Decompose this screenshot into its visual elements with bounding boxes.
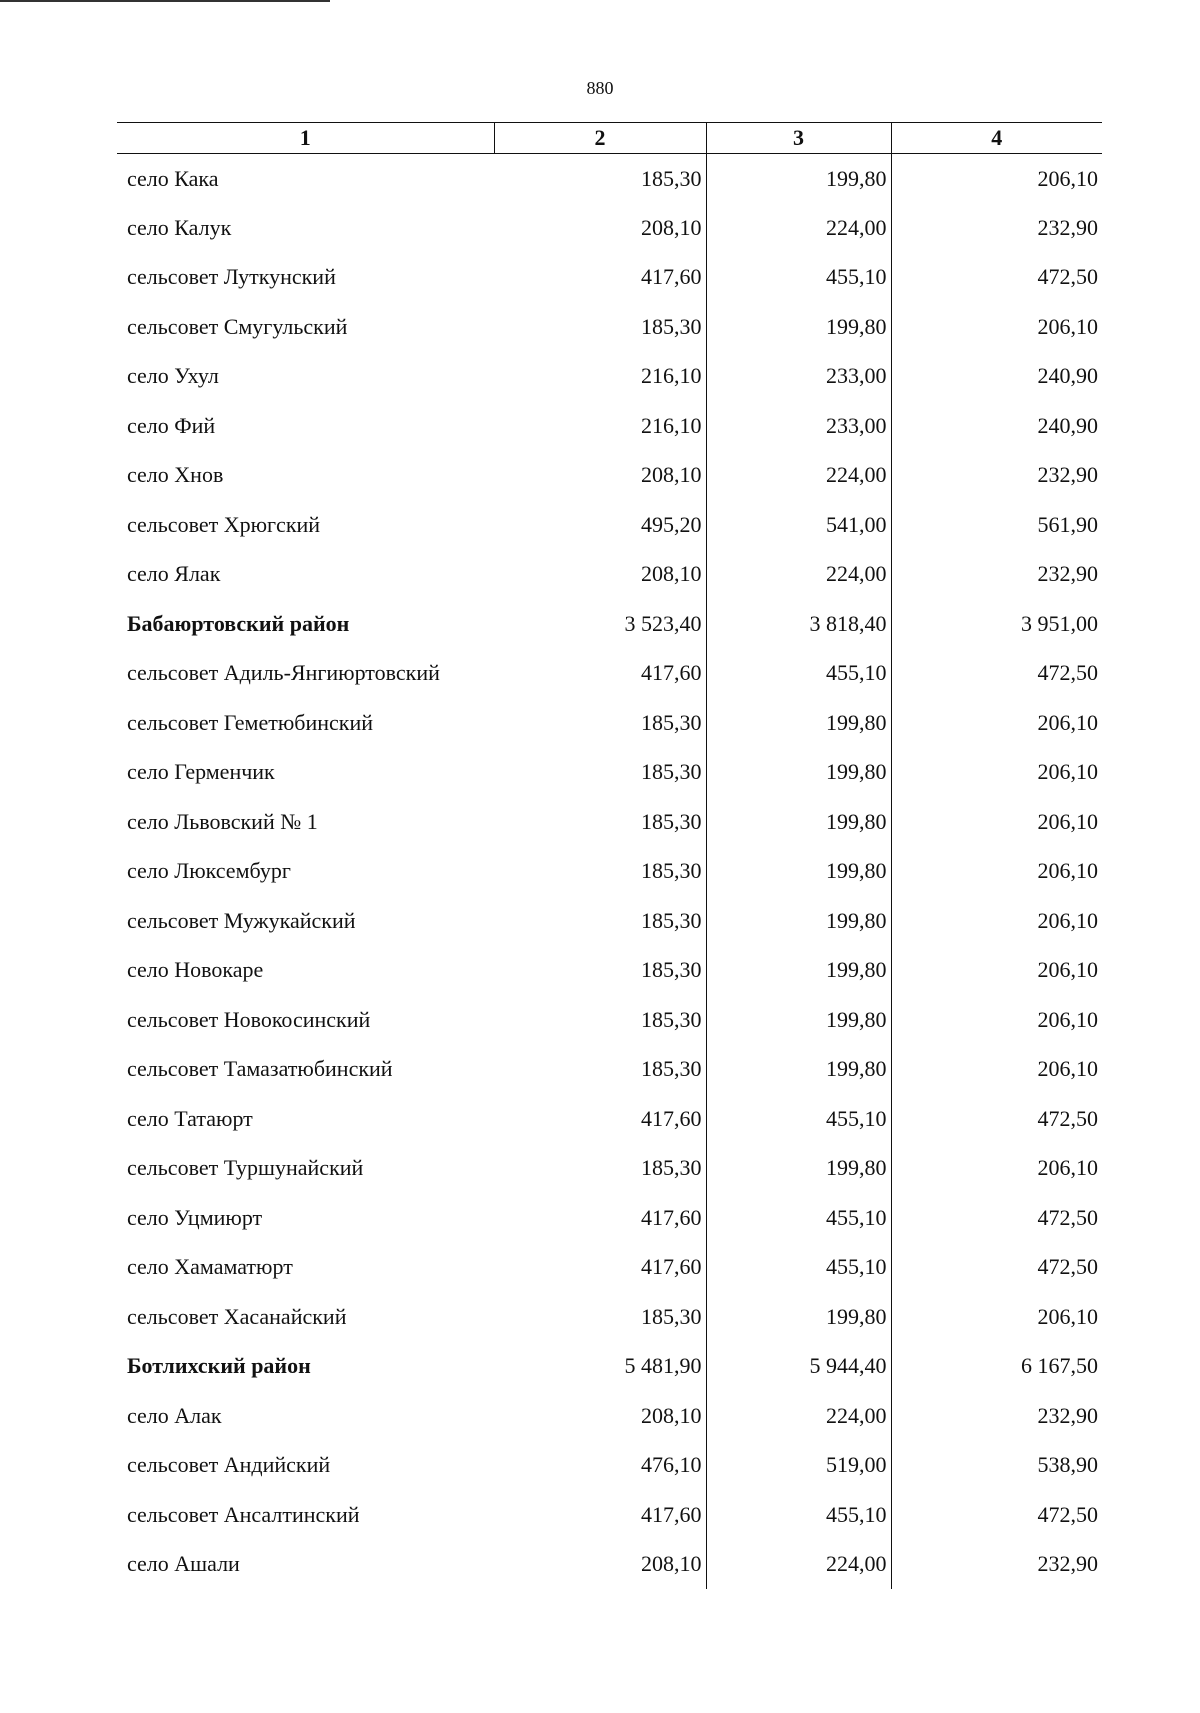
table-row [117, 649, 1102, 699]
table-row [117, 995, 1102, 1045]
table-row [117, 847, 1102, 897]
value-col3-cell: 199,80 [706, 1045, 891, 1095]
value-col3-cell: 224,00 [706, 550, 891, 600]
settlement-name-cell: сельсовет Тамазатюбинский [127, 1056, 393, 1082]
table-row [117, 203, 1102, 253]
settlement-name-cell: село Новокаре [127, 957, 264, 983]
value-col4-cell: 206,10 [891, 698, 1102, 748]
settlement-name-cell: сельсовет Ансалтинский [127, 1501, 360, 1527]
settlement-name-cell: село Калук [127, 214, 232, 240]
settlement-name-cell: сельсовет Туршунайский [127, 1155, 364, 1181]
value-col2-cell: 5 481,90 [624, 1353, 702, 1379]
table-row [117, 1292, 1102, 1342]
value-col2-cell: 3 523,40 [624, 610, 702, 636]
value-col3-cell: 233,00 [706, 401, 891, 451]
value-col4-cell: 3 951,00 [891, 599, 1102, 649]
value-col3-cell: 455,10 [706, 649, 891, 699]
value-col2-cell: 208,10 [641, 462, 702, 488]
value-col4-cell: 472,50 [891, 1490, 1102, 1540]
data-table [117, 122, 1102, 1589]
value-col3-cell: 199,80 [706, 847, 891, 897]
value-col4-cell: 206,10 [891, 995, 1102, 1045]
value-col4-cell: 6 167,50 [891, 1342, 1102, 1392]
value-col3-cell: 3 818,40 [706, 599, 891, 649]
value-col4-cell: 206,10 [891, 302, 1102, 352]
table-row [117, 401, 1102, 451]
table-row [117, 1193, 1102, 1243]
value-col2-cell: 417,60 [641, 660, 702, 686]
value-col3-cell: 455,10 [706, 253, 891, 303]
value-col4-cell: 472,50 [891, 253, 1102, 303]
table-row [117, 302, 1102, 352]
value-col4-cell: 206,10 [891, 154, 1102, 204]
value-col4-cell: 206,10 [891, 1144, 1102, 1194]
value-col4-cell: 206,10 [891, 847, 1102, 897]
value-col2-cell: 185,30 [641, 957, 702, 983]
value-col4-cell: 206,10 [891, 1045, 1102, 1095]
settlement-name-cell: сельсовет Хрюгский [127, 511, 321, 537]
value-col3-cell: 224,00 [706, 451, 891, 501]
value-col4-cell: 232,90 [891, 451, 1102, 501]
table-row [117, 1243, 1102, 1293]
table-row [117, 500, 1102, 550]
value-col2-cell: 185,30 [641, 858, 702, 884]
column-header-4: 4 [891, 123, 1102, 154]
value-col4-cell: 206,10 [891, 896, 1102, 946]
value-col4-cell: 561,90 [891, 500, 1102, 550]
table-row [117, 1144, 1102, 1194]
table-row [117, 1391, 1102, 1441]
settlement-name-cell: сельсовет Хасанайский [127, 1303, 347, 1329]
value-col2-cell: 495,20 [641, 511, 702, 537]
value-col3-cell: 224,00 [706, 1391, 891, 1441]
value-col3-cell: 199,80 [706, 1292, 891, 1342]
value-col4-cell: 232,90 [891, 550, 1102, 600]
value-col2-cell: 185,30 [641, 165, 702, 191]
value-col3-cell: 224,00 [706, 203, 891, 253]
table-body [117, 154, 1102, 1590]
table-row [117, 1094, 1102, 1144]
value-col3-cell: 455,10 [706, 1193, 891, 1243]
value-col2-cell: 216,10 [641, 412, 702, 438]
value-col4-cell: 232,90 [891, 1391, 1102, 1441]
settlement-name-cell: сельсовет Мужукайский [127, 907, 356, 933]
value-col2-cell: 208,10 [641, 561, 702, 587]
table-row [117, 797, 1102, 847]
settlement-name-cell: сельсовет Новокосинский [127, 1006, 371, 1032]
table-row [117, 1490, 1102, 1540]
table-row [117, 451, 1102, 501]
value-col3-cell: 199,80 [706, 1144, 891, 1194]
table-row [117, 748, 1102, 798]
value-col3-cell: 199,80 [706, 797, 891, 847]
value-col3-cell: 199,80 [706, 946, 891, 996]
value-col4-cell: 232,90 [891, 203, 1102, 253]
district-total-row [117, 599, 1102, 649]
settlement-name-cell: село Ялак [127, 561, 221, 587]
header-row [117, 123, 1102, 154]
settlement-name-cell: сельсовет Луткунский [127, 264, 336, 290]
value-col2-cell: 417,60 [641, 264, 702, 290]
table-row [117, 1441, 1102, 1491]
table-row [117, 1045, 1102, 1095]
value-col4-cell: 206,10 [891, 797, 1102, 847]
settlement-name-cell: село Ашали [127, 1551, 240, 1577]
settlement-name-cell: село Кака [127, 165, 219, 191]
settlement-name-cell: сельсовет Адиль-Янгиюртовский [127, 660, 440, 686]
column-header-3: 3 [706, 123, 891, 154]
value-col4-cell: 206,10 [891, 946, 1102, 996]
settlement-name-cell: село Герменчик [127, 759, 275, 785]
value-col3-cell: 224,00 [706, 1540, 891, 1590]
table-row [117, 154, 1102, 204]
value-col2-cell: 417,60 [641, 1105, 702, 1131]
value-col3-cell: 519,00 [706, 1441, 891, 1491]
top-edge-rule [0, 0, 330, 2]
value-col3-cell: 199,80 [706, 748, 891, 798]
settlement-name-cell: село Львовский № 1 [127, 808, 318, 834]
settlement-name-cell: село Алак [127, 1402, 222, 1428]
value-col3-cell: 199,80 [706, 896, 891, 946]
value-col4-cell: 206,10 [891, 1292, 1102, 1342]
table-row [117, 1540, 1102, 1590]
settlement-name-cell: Ботлихский район [127, 1353, 311, 1379]
value-col4-cell: 472,50 [891, 1243, 1102, 1293]
value-col3-cell: 233,00 [706, 352, 891, 402]
district-total-row [117, 1342, 1102, 1392]
page-number: 880 [586, 78, 614, 98]
value-col3-cell: 199,80 [706, 698, 891, 748]
value-col2-cell: 208,10 [641, 1551, 702, 1577]
value-col2-cell: 185,30 [641, 1006, 702, 1032]
value-col3-cell: 199,80 [706, 154, 891, 204]
value-col2-cell: 185,30 [641, 1303, 702, 1329]
value-col3-cell: 455,10 [706, 1490, 891, 1540]
value-col2-cell: 185,30 [641, 907, 702, 933]
value-col2-cell: 417,60 [641, 1204, 702, 1230]
settlement-name-cell: село Люксембург [127, 858, 291, 884]
value-col3-cell: 541,00 [706, 500, 891, 550]
settlement-name-cell: село Хамаматюрт [127, 1254, 293, 1280]
table-row [117, 946, 1102, 996]
table-row [117, 698, 1102, 748]
column-header-2: 2 [494, 123, 706, 154]
value-col4-cell: 240,90 [891, 401, 1102, 451]
column-header-1: 1 [117, 123, 494, 154]
table-row [117, 253, 1102, 303]
settlement-name-cell: село Уцмиюрт [127, 1204, 263, 1230]
table-header [117, 123, 1102, 154]
value-col3-cell: 199,80 [706, 995, 891, 1045]
table-row [117, 896, 1102, 946]
settlement-name-cell: сельсовет Геметюбинский [127, 709, 373, 735]
value-col4-cell: 472,50 [891, 1094, 1102, 1144]
value-col3-cell: 455,10 [706, 1094, 891, 1144]
table-row [117, 352, 1102, 402]
value-col4-cell: 206,10 [891, 748, 1102, 798]
value-col4-cell: 538,90 [891, 1441, 1102, 1491]
value-col2-cell: 417,60 [641, 1501, 702, 1527]
settlement-name-cell: сельсовет Смугульский [127, 313, 348, 339]
settlement-name-cell: село Хнов [127, 462, 224, 488]
value-col3-cell: 5 944,40 [706, 1342, 891, 1392]
value-col3-cell: 455,10 [706, 1243, 891, 1293]
value-col4-cell: 472,50 [891, 649, 1102, 699]
value-col2-cell: 208,10 [641, 1402, 702, 1428]
value-col4-cell: 472,50 [891, 1193, 1102, 1243]
table-row [117, 550, 1102, 600]
value-col2-cell: 417,60 [641, 1254, 702, 1280]
value-col2-cell: 476,10 [641, 1452, 702, 1478]
value-col3-cell: 199,80 [706, 302, 891, 352]
settlement-name-cell: село Ухул [127, 363, 219, 389]
settlement-name-cell: сельсовет Андийский [127, 1452, 331, 1478]
value-col2-cell: 185,30 [641, 808, 702, 834]
value-col4-cell: 240,90 [891, 352, 1102, 402]
settlement-name-cell: село Фий [127, 412, 216, 438]
settlement-name-cell: Бабаюртовский район [127, 610, 350, 636]
settlement-name-cell: село Татаюрт [127, 1105, 253, 1131]
value-col2-cell: 185,30 [641, 1155, 702, 1181]
value-col2-cell: 185,30 [641, 759, 702, 785]
value-col2-cell: 185,30 [641, 709, 702, 735]
value-col2-cell: 208,10 [641, 214, 702, 240]
value-col4-cell: 232,90 [891, 1540, 1102, 1590]
value-col2-cell: 185,30 [641, 313, 702, 339]
value-col2-cell: 216,10 [641, 363, 702, 389]
value-col2-cell: 185,30 [641, 1056, 702, 1082]
